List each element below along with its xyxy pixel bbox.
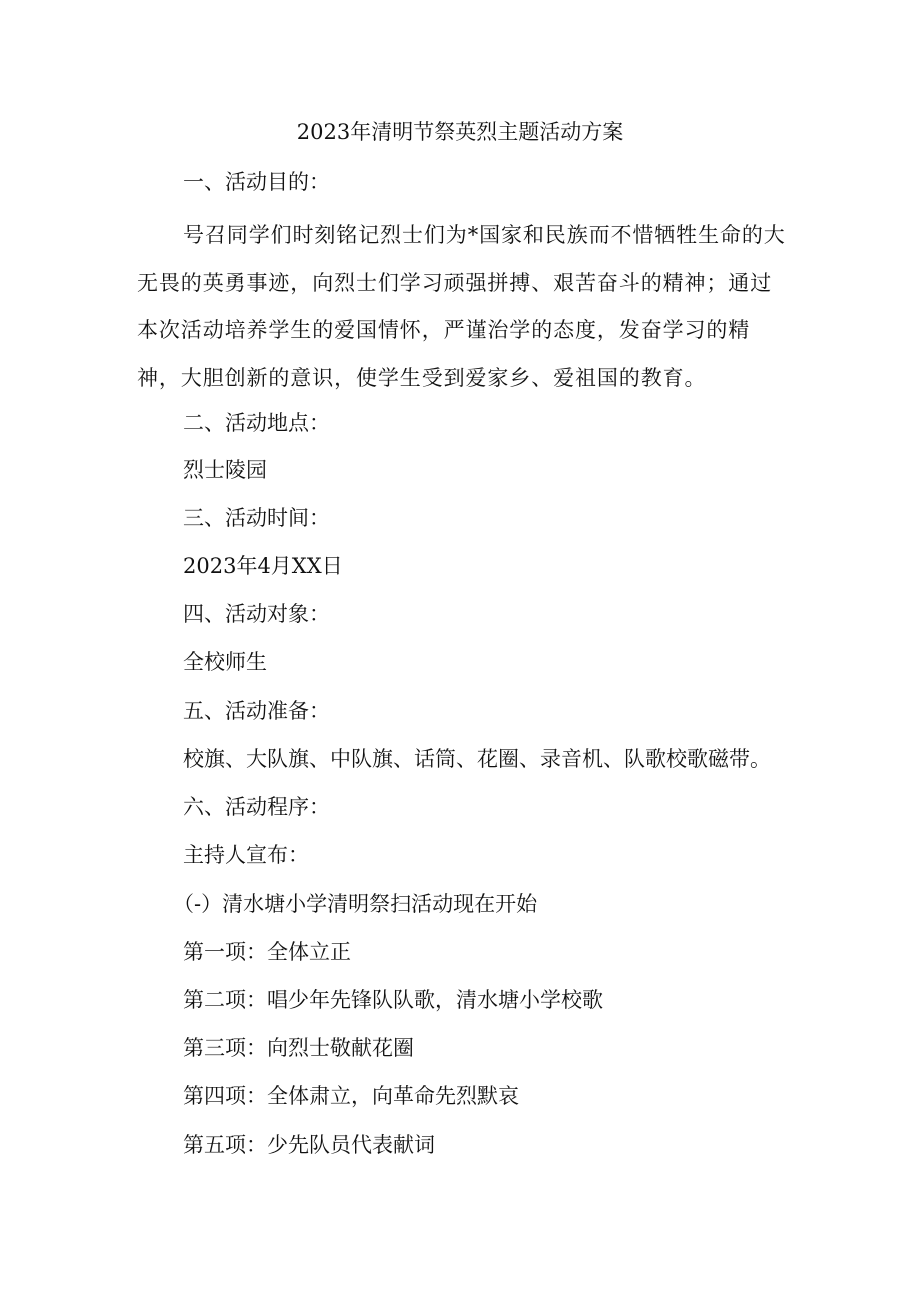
step-item: 第五项：少先队员代表献词 (183, 1133, 435, 1157)
audience-text: 全校师生 (183, 650, 267, 674)
step-item: 第四项：全体肃立，向革命先烈默哀 (183, 1084, 519, 1108)
preparation-text: 校旗、大队旗、中队旗、话筒、花圈、录音机、队歌校歌磁带。 (183, 747, 771, 771)
time-heading: 三、活动时间： (183, 506, 330, 530)
time-text: 2023年4月XX日 (183, 554, 343, 578)
preparation-heading: 五、活动准备： (183, 699, 330, 723)
location-heading: 二、活动地点： (183, 411, 330, 435)
purpose-paragraph: 号召同学们时刻铭记烈士们为*国家和民族而不惜牺牲生命的大无畏的英勇事迹，向烈士们学习顽强拼搏、艰苦奋斗的精神；通过本次活动培养学生的爱国情怀，严谨治学的态度，发奋学习的精神，大胆创新的意识，使学生受到爱家乡、爱祖国的教育。 (137, 223, 786, 390)
document-title: 2023年清明节祭英烈主题活动方案 (296, 120, 624, 144)
procedure-heading: 六、活动程序： (183, 795, 330, 819)
step-item: 第三项：向烈士敬献花圈 (183, 1036, 414, 1060)
audience-heading: 四、活动对象： (183, 602, 330, 626)
host-announce: 主持人宣布： (183, 843, 309, 867)
sub-item-1: （-）清水塘小学清明祭扫活动现在开始 (173, 892, 538, 916)
location-text: 烈士陵园 (183, 458, 267, 482)
step-item: 第二项：唱少年先锋队队歌，清水塘小学校歌 (183, 988, 603, 1012)
purpose-heading: 一、活动目的： (183, 170, 330, 194)
step-item: 第一项：全体立正 (183, 940, 351, 964)
